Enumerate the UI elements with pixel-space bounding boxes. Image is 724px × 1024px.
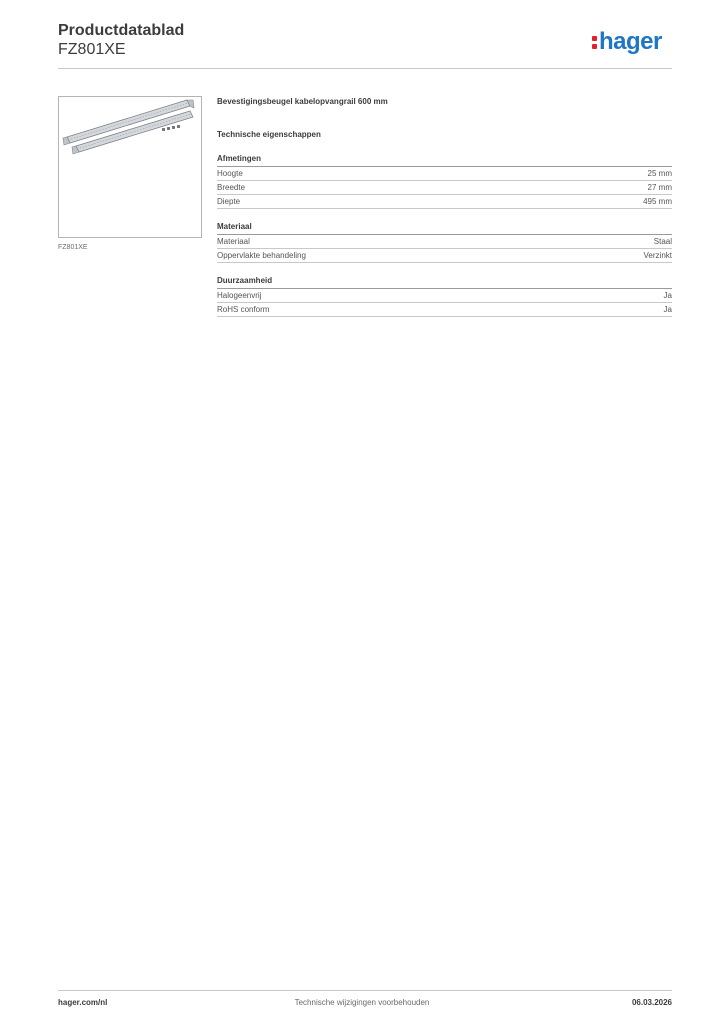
- footer-website-link[interactable]: hager.com/nl: [58, 998, 108, 1007]
- spec-label: Breedte: [217, 183, 246, 192]
- group-title: Materiaal: [217, 221, 672, 235]
- spec-value: Ja: [663, 305, 672, 314]
- spec-value: 495 mm: [643, 197, 672, 206]
- mounting-bracket-image: [59, 97, 201, 237]
- spec-label: Oppervlakte behandeling: [217, 251, 306, 260]
- spec-value: Verzinkt: [643, 251, 672, 260]
- spec-group-afmetingen: [217, 153, 672, 209]
- spec-label: RoHS conform: [217, 305, 270, 314]
- spec-group-duurzaamheid: [217, 275, 672, 317]
- image-caption: FZ801XE: [58, 244, 88, 251]
- hager-logo: [592, 28, 662, 56]
- spec-value: Staal: [653, 237, 672, 246]
- footer-date: 06.03.2026: [631, 998, 672, 1007]
- section-heading: Technische eigenschappen: [217, 130, 321, 139]
- footer-notice: Technische wijzigingen voorbehouden: [294, 998, 430, 1007]
- group-title: Duurzaamheid: [217, 275, 672, 289]
- document-title: Productdatablad: [58, 22, 185, 39]
- spec-value: Ja: [663, 291, 672, 300]
- spec-value: 25 mm: [647, 169, 672, 178]
- group-title: Afmetingen: [217, 153, 672, 167]
- spec-column: [217, 96, 672, 317]
- footer-divider: [58, 990, 672, 991]
- header-divider: [58, 68, 672, 69]
- spec-row: [217, 167, 672, 181]
- logo-text: hager: [599, 28, 662, 55]
- spec-row: [217, 249, 672, 263]
- spec-value: 27 mm: [647, 183, 672, 192]
- spec-label: Materiaal: [217, 237, 250, 246]
- product-code: FZ801XE: [58, 41, 126, 58]
- product-image: [58, 96, 202, 238]
- spec-row: [217, 289, 672, 303]
- logo-dots-icon: [592, 36, 597, 49]
- spec-row: [217, 303, 672, 317]
- spec-row: [217, 181, 672, 195]
- product-description: Bevestigingsbeugel kabelopvangrail 600 mm: [217, 97, 388, 106]
- spec-row: [217, 235, 672, 249]
- spec-label: Hoogte: [217, 169, 243, 178]
- spec-label: Diepte: [217, 197, 241, 206]
- spec-group-materiaal: [217, 221, 672, 263]
- spec-label: Halogeenvrij: [217, 291, 262, 300]
- spec-row: [217, 195, 672, 209]
